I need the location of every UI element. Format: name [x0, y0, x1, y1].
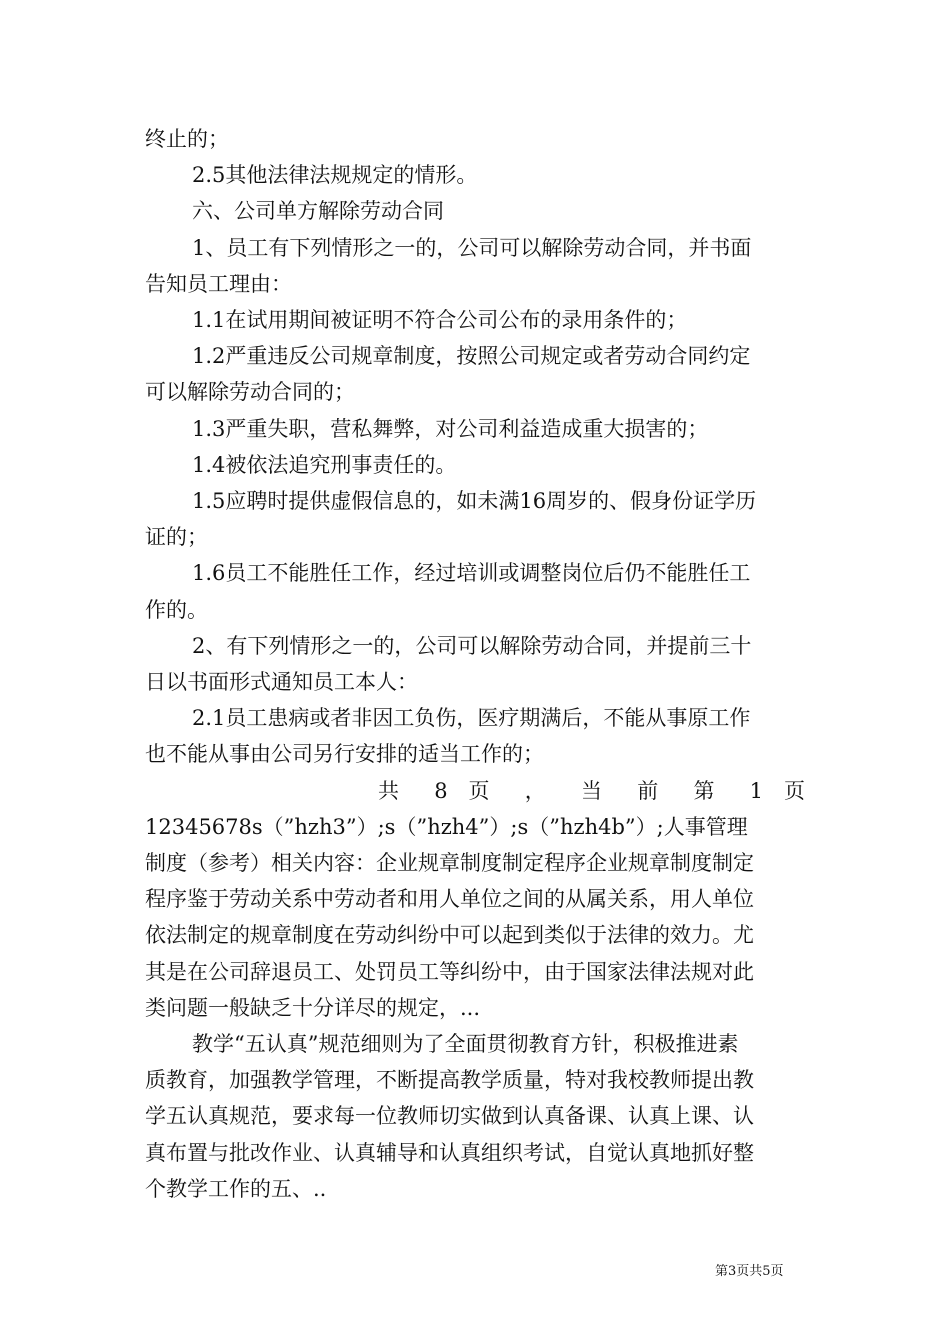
text-line: 1.6员工不能胜任工作，经过培训或调整岗位后仍不能胜任工: [192, 561, 751, 585]
text-line: 证的；: [145, 525, 208, 549]
text-line: 2、有下列情形之一的，公司可以解除劳动合同，并提前三十: [192, 634, 752, 658]
text-line: 依法制定的规章制度在劳动纠纷中可以起到类似于法律的效力。尤: [145, 923, 754, 947]
text-line: 制度（参考）相关内容：企业规章制度制定程序企业规章制度制定: [145, 851, 754, 875]
text-line: 个教学工作的五、..: [145, 1177, 327, 1201]
inline-page-counter: 共 8 页 ， 当 前 第 1 页: [378, 779, 805, 803]
text-line: 12345678s（”hzh3”）;s（”hzh4”）;s（”hzh4b”）;人事管理: [145, 815, 748, 839]
text-line: 也不能从事由公司另行安排的适当工作的；: [145, 742, 544, 766]
text-line: 质教育，加强教学管理，不断提高教学质量，特对我校教师提出教: [145, 1068, 754, 1092]
text-line: 告知员工理由：: [145, 272, 292, 296]
text-line: 日以书面形式通知员工本人：: [145, 670, 418, 694]
text-line: 其是在公司辞退员工、处罚员工等纠纷中，由于国家法律法规对此: [145, 960, 754, 984]
text-line: 2.1员工患病或者非因工负伤，医疗期满后，不能从事原工作: [192, 706, 751, 730]
text-line: 1.2严重违反公司规章制度，按照公司规定或者劳动合同约定: [192, 344, 751, 368]
text-line: 1.4被依法追究刑事责任的。: [192, 453, 457, 477]
text-line: 程序鉴于劳动关系中劳动者和用人单位之间的从属关系，用人单位: [145, 887, 754, 911]
page-footer: 第3页共5页: [715, 1264, 784, 1279]
text-line: 真布置与批改作业、认真辅导和认真组织考试，自觉认真地抓好整: [145, 1141, 754, 1165]
text-line: 1、员工有下列情形之一的，公司可以解除劳动合同，并书面: [192, 236, 752, 260]
text-line: 1.5应聘时提供虚假信息的，如未满16周岁的、假身份证学历: [192, 489, 757, 513]
section-heading: 六、公司单方解除劳动合同: [192, 199, 444, 223]
text-line: 1.3严重失职，营私舞弊，对公司利益造成重大损害的；: [192, 417, 709, 441]
text-line: 教学“五认真”规范细则为了全面贯彻教育方针，积极推进素: [192, 1032, 739, 1056]
text-line: 1.1在试用期间被证明不符合公司公布的录用条件的；: [192, 308, 688, 332]
text-line: 可以解除劳动合同的；: [145, 380, 355, 404]
text-line: 终止的；: [145, 127, 229, 151]
text-line: 学五认真规范，要求每一位教师切实做到认真备课、认真上课、认: [145, 1104, 754, 1128]
text-line: 2.5其他法律法规规定的情形。: [192, 163, 478, 187]
text-line: 作的。: [145, 598, 208, 622]
text-line: 类问题一般缺乏十分详尽的规定，...: [145, 996, 481, 1020]
